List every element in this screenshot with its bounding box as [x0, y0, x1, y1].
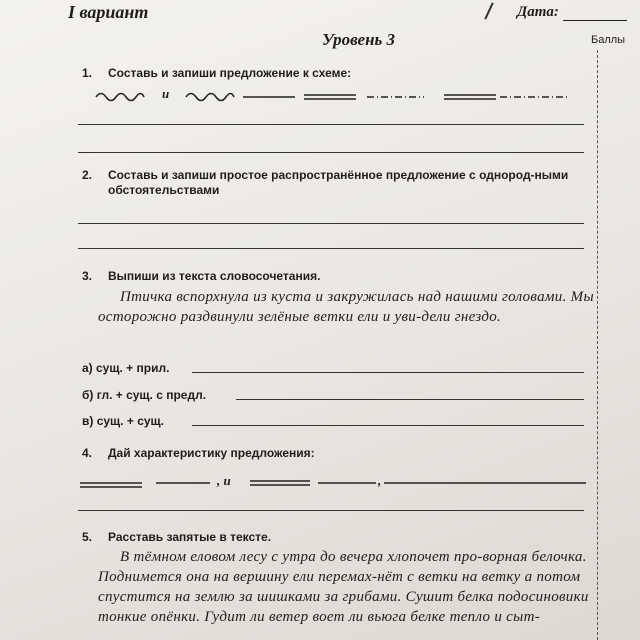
- task-1-answer-line-2[interactable]: [78, 152, 584, 153]
- task-4-scheme-comma: ,: [378, 473, 382, 488]
- task-2-answer-line-1[interactable]: [78, 223, 584, 224]
- task-5-number: 5.: [82, 530, 93, 544]
- task-2-number: 2.: [82, 168, 93, 182]
- score-column-label: Баллы: [591, 34, 626, 46]
- task-3-item-b: б) гл. + сущ. с предл.: [82, 388, 207, 402]
- date-label: Дата:: [517, 4, 559, 20]
- task-1-scheme-conj: и: [162, 86, 170, 101]
- task-3-item-a: а) сущ. + прил.: [82, 361, 170, 375]
- task-1-text: Составь и запиши предложение к схеме:: [108, 66, 352, 80]
- task-4-number: 4.: [82, 446, 93, 460]
- level-title: Уровень 3: [322, 30, 396, 49]
- task-5-text: Расставь запятые в тексте.: [108, 530, 272, 544]
- task-3-passage: Птичка вспорхнула из куста и закружилась над нашими головами. Мы осторожно раздвинули зелёные ветки ели и уви-дели гнездо.: [98, 289, 594, 325]
- task-1-number: 1.: [82, 66, 93, 80]
- task-2-answer-line-2[interactable]: [78, 248, 584, 249]
- task-3-item-c: в) сущ. + сущ.: [82, 414, 164, 428]
- date-field-line[interactable]: [563, 20, 627, 21]
- task-1-answer-line-1[interactable]: [78, 124, 584, 125]
- task-3-answer-line-b[interactable]: [236, 399, 584, 400]
- task-3-number: 3.: [82, 269, 93, 283]
- task-4-text: Дай характеристику предложения:: [108, 446, 315, 460]
- pen-mark: [484, 2, 493, 19]
- task-3-answer-line-c[interactable]: [192, 425, 584, 426]
- task-4-scheme: [0, 470, 640, 510]
- task-2-text: Составь и запиши простое распространённое предложение с однород-ными обстоятельствами: [108, 168, 569, 197]
- task-5-passage: В тёмном еловом лесу с утра до вечера хлопочет про-ворная белочка. Поднимется она на вершину ели перемах-нёт с ветки на ветку а потом спустится на землю за шишками за грибами. Сушит белка подосиновики тонкие опёнки. Гудит ли ветер воет ли вьюга белке тепло и сыт-: [98, 549, 589, 625]
- task-4-scheme-conj: , и: [217, 473, 231, 488]
- variant-label: I вариант: [68, 2, 149, 22]
- task-3-text: Выпиши из текста словосочетания.: [108, 269, 321, 283]
- task-3-answer-line-a[interactable]: [192, 372, 584, 373]
- task-4-answer-line[interactable]: [78, 510, 584, 511]
